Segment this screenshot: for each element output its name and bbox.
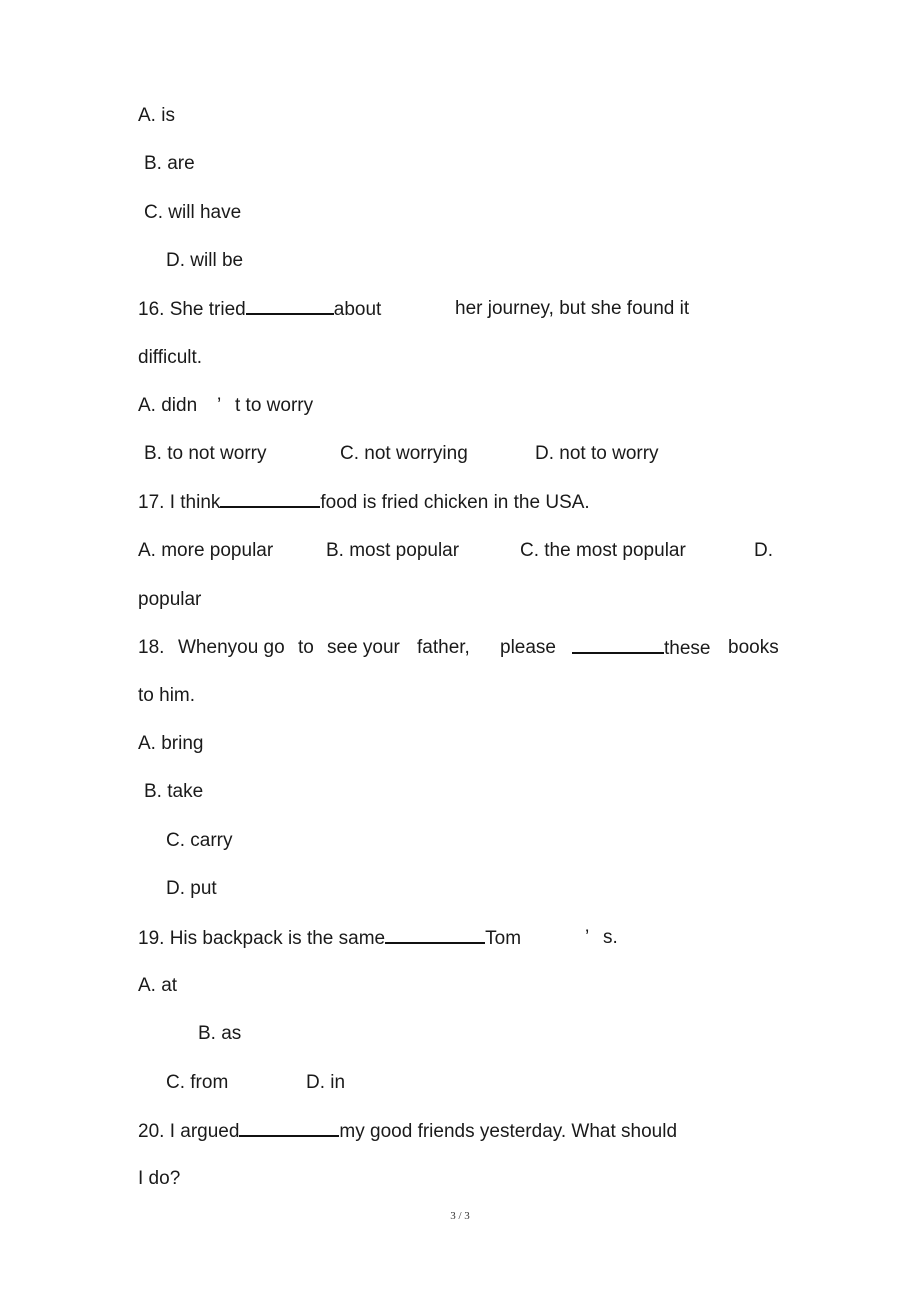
q17-option-b: B. most popular (326, 540, 460, 561)
q16-stem-line2: difficult. (138, 347, 203, 368)
q18-word-to: to (298, 637, 314, 658)
q19-stem-apostrophe: ’ (585, 927, 590, 948)
q18-answer-blank (572, 636, 664, 654)
q16-stem-rest: her journey, but she found it (455, 298, 690, 319)
q15-option-b: B. are (144, 153, 195, 174)
q18-option-a: A. bring (138, 733, 204, 754)
q17-stem (138, 490, 590, 515)
q16-option-a-apostrophe: ’ (217, 395, 222, 416)
page-number: 3 / 3 (450, 1210, 470, 1222)
q17-stem-end: food is fried chicken in the USA. (320, 492, 590, 513)
q20-stem-line2: I do? (138, 1168, 181, 1189)
q20-stem (138, 1119, 677, 1144)
q19-option-b: B. as (198, 1023, 242, 1044)
q15-option-d: D. will be (166, 250, 244, 271)
q19-stem-mid: Tom (485, 928, 522, 949)
q16-option-a-end: t to worry (235, 395, 314, 416)
q19-stem-end: s. (603, 927, 618, 948)
q15-option-c: C. will have (144, 202, 242, 223)
q18-word-please: please (500, 637, 556, 658)
q18-word-these: these (664, 638, 711, 659)
q20-stem-start: 20. I argued (138, 1121, 240, 1142)
q19-stem (138, 926, 521, 951)
q18-word-number: 18. (138, 637, 165, 658)
q18-option-c: C. carry (166, 830, 233, 851)
q17-option-d-line2: popular (138, 589, 202, 610)
q18-word-books: books (728, 637, 779, 658)
q20-answer-blank (239, 1119, 339, 1137)
q16-stem (138, 297, 381, 322)
q17-option-d: D. (754, 540, 773, 561)
q16-option-c: C. not worrying (340, 443, 468, 464)
q17-stem-start: 17. I think (138, 492, 221, 513)
q19-option-d: D. in (306, 1072, 346, 1093)
q17-answer-blank (220, 490, 320, 508)
q19-answer-blank (385, 926, 485, 944)
q16-answer-blank (246, 297, 334, 315)
q17-option-a: A. more popular (138, 540, 274, 561)
q16-stem-after-blank: about (333, 299, 382, 320)
q19-stem-start: 19. His backpack is the same (138, 928, 386, 949)
q18-word-father: father, (417, 637, 470, 658)
q18-word-when-you-go: Whenyou go (178, 637, 285, 658)
q18-option-b: B. take (144, 781, 204, 802)
q15-option-a: A. is (138, 105, 175, 126)
q18-option-d: D. put (166, 878, 217, 899)
q16-option-b: B. to not worry (144, 443, 267, 464)
q18-stem-line2: to him. (138, 685, 196, 706)
q19-option-c: C. from (166, 1072, 229, 1093)
q18-word-see-your: see your (327, 637, 400, 658)
q16-option-a-start: A. didn (138, 395, 198, 416)
q17-option-c: C. the most popular (520, 540, 686, 561)
q16-option-d: D. not to worry (535, 443, 659, 464)
q19-option-a: A. at (138, 975, 178, 996)
q16-stem-start: 16. She tried (138, 299, 246, 320)
q18-stem-tail (572, 636, 710, 661)
q20-stem-end: my good friends yesterday. What should (339, 1121, 678, 1142)
